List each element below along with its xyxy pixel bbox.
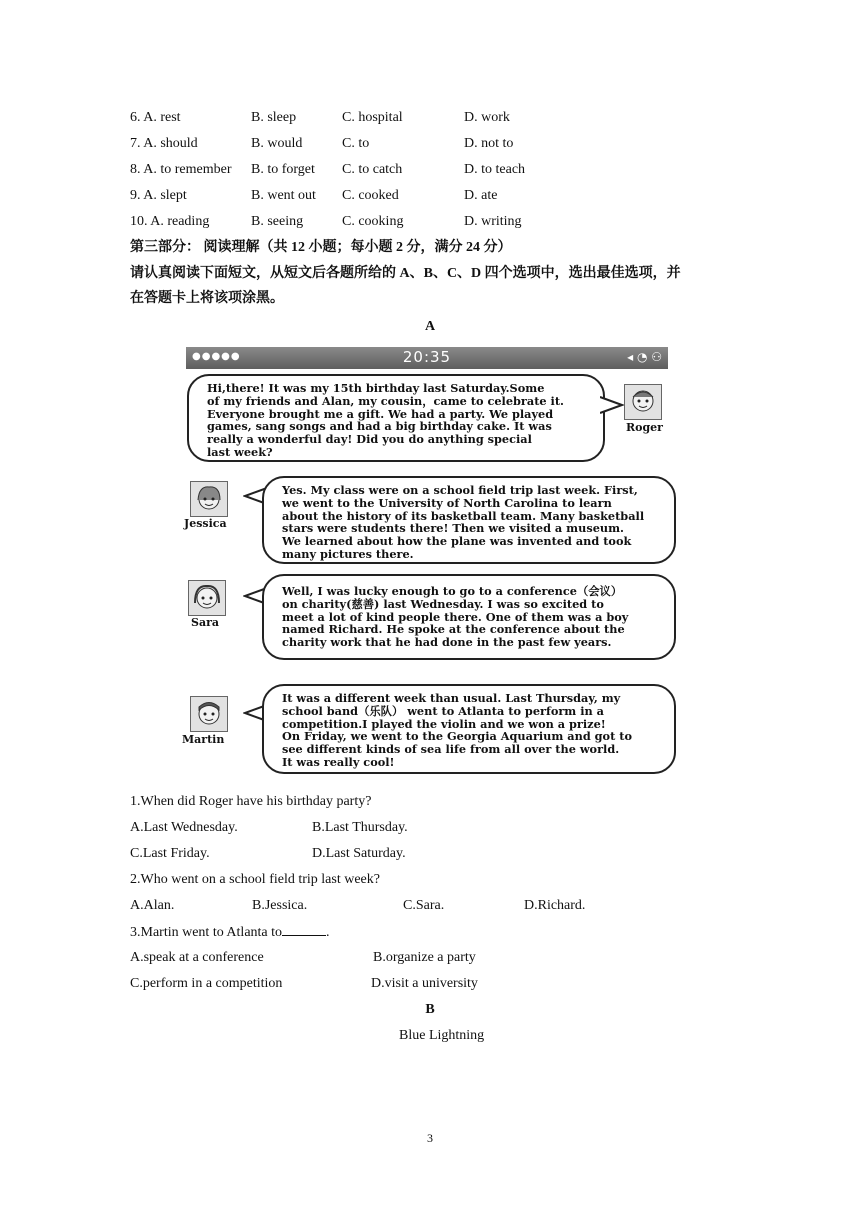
option-d: D. work bbox=[464, 110, 510, 125]
q3-option-b: B.organize a party bbox=[373, 950, 476, 965]
q2-option-b: B.Jessica. bbox=[252, 898, 308, 913]
option-d: D. not to bbox=[464, 136, 514, 151]
jessica-message-bubble: Yes. My class were on a school field trip last week. First, we went to the University of North Carolina to learn about the history of its basketball team. Many basketball stars were students there! Then we visited a museum. We learned about how the plane was invented and took many pictures there. bbox=[262, 476, 676, 564]
q2-option-c: C.Sara. bbox=[403, 898, 445, 913]
option-a: A. to remember bbox=[143, 162, 232, 177]
question-1-stem: 1.When did Roger have his birthday party? bbox=[130, 794, 372, 809]
option-c: C. cooking bbox=[342, 214, 404, 229]
option-b: B. went out bbox=[251, 188, 316, 203]
option-c: C. to bbox=[342, 136, 370, 151]
passage-a-label: A bbox=[424, 319, 436, 334]
roger-name: Roger bbox=[626, 421, 663, 434]
q3-option-d: D.visit a university bbox=[371, 976, 478, 991]
cloze-row: 6. A. rest B. sleep C. hospital D. work bbox=[130, 110, 510, 125]
cloze-row: 10. A. reading B. seeing C. cooking D. writing bbox=[130, 214, 522, 229]
answer-blank bbox=[282, 923, 326, 936]
cloze-row: 8. A. to remember B. to forget C. to catch D. to teach bbox=[130, 162, 526, 177]
sara-avatar bbox=[188, 580, 226, 616]
page-number: 3 bbox=[427, 1131, 433, 1145]
q1-option-d: D.Last Saturday. bbox=[312, 846, 406, 861]
option-c: C. cooked bbox=[342, 188, 399, 203]
q2-option-d: D.Richard. bbox=[524, 898, 586, 913]
sara-message-bubble: Well, I was lucky enough to go to a conference（会议） on charity(慈善) last Wednesday. I was so excited to meet a lot of kind people there. One of them was a boy named Richard. He spoke at the conference about the charity work that he had done in the past few years. bbox=[262, 574, 676, 660]
option-d: D. ate bbox=[464, 188, 498, 203]
option-b: B. seeing bbox=[251, 214, 304, 229]
roger-message-bubble: Hi,there! It was my 15th birthday last Saturday.Some of my friends and Alan, my cousin，came to celebrate it. Everyone brought me a gift. We had a party. We played games, sang songs and had a big birthday cake. It was really a wonderful day! Did you do anything special last week? bbox=[187, 374, 605, 462]
martin-avatar bbox=[190, 696, 228, 732]
martin-message-bubble: It was a different week than usual. Last Thursday, my school band（乐队） went to Atlanta to perform in a competition.I played the violin and we won a prize! On Friday, we went to the Georgia Aquarium and got to see different kinds of sea life from all over the world. It was really cool! bbox=[262, 684, 676, 774]
phone-status-bar bbox=[186, 347, 668, 369]
question-2-stem: 2.Who went on a school field trip last week? bbox=[130, 872, 380, 887]
option-b: B. to forget bbox=[251, 162, 315, 177]
option-c: C. to catch bbox=[342, 162, 403, 177]
signal-dots-icon: ●●●●● bbox=[192, 351, 241, 362]
q1-option-a: A.Last Wednesday. bbox=[130, 820, 238, 835]
q3-option-a: A.speak at a conference bbox=[130, 950, 264, 965]
section-instruction-line1: 请认真阅读下面短文，从短文后各题所给的 A、B、C、D 四个选项中，选出最佳选项，并 bbox=[130, 266, 681, 281]
option-d: D. to teach bbox=[464, 162, 526, 177]
option-d: D. writing bbox=[464, 214, 522, 229]
option-b: B. sleep bbox=[251, 110, 297, 125]
passage-b-label: B bbox=[425, 1002, 435, 1017]
passage-b-title: Blue Lightning bbox=[399, 1028, 485, 1043]
option-a: A. rest bbox=[143, 110, 181, 125]
jessica-avatar bbox=[190, 481, 228, 517]
question-3-stem: 3.Martin went to Atlanta to . bbox=[130, 925, 330, 940]
roger-avatar bbox=[624, 384, 662, 420]
q1-option-c: C.Last Friday. bbox=[130, 846, 210, 861]
option-a: A. reading bbox=[150, 214, 210, 229]
option-b: B. would bbox=[251, 136, 303, 151]
cloze-row: 9. A. slept B. went out C. cooked D. ate bbox=[130, 188, 498, 203]
q3-option-c: C.perform in a competition bbox=[130, 976, 283, 991]
option-a: A. slept bbox=[143, 188, 187, 203]
martin-name: Martin bbox=[182, 733, 225, 746]
q1-option-b: B.Last Thursday. bbox=[312, 820, 408, 835]
option-a: A. should bbox=[143, 136, 198, 151]
status-icons: ◂ ◔ ⚇ bbox=[627, 350, 662, 364]
sara-name: Sara bbox=[191, 616, 219, 629]
cloze-row: 7. A. should B. would C. to D. not to bbox=[130, 136, 514, 151]
jessica-name: Jessica bbox=[184, 517, 227, 530]
section-heading: 第三部分： 阅读理解（共 12 小题；每小题 2 分，满分 24 分） bbox=[130, 240, 512, 255]
roger-bubble-tail bbox=[600, 395, 624, 415]
section-instruction-line2: 在答题卡上将该项涂黑。 bbox=[130, 291, 284, 306]
q2-option-a: A.Alan. bbox=[130, 898, 175, 913]
option-c: C. hospital bbox=[342, 110, 403, 125]
phone-clock: 20:35 bbox=[402, 348, 452, 366]
